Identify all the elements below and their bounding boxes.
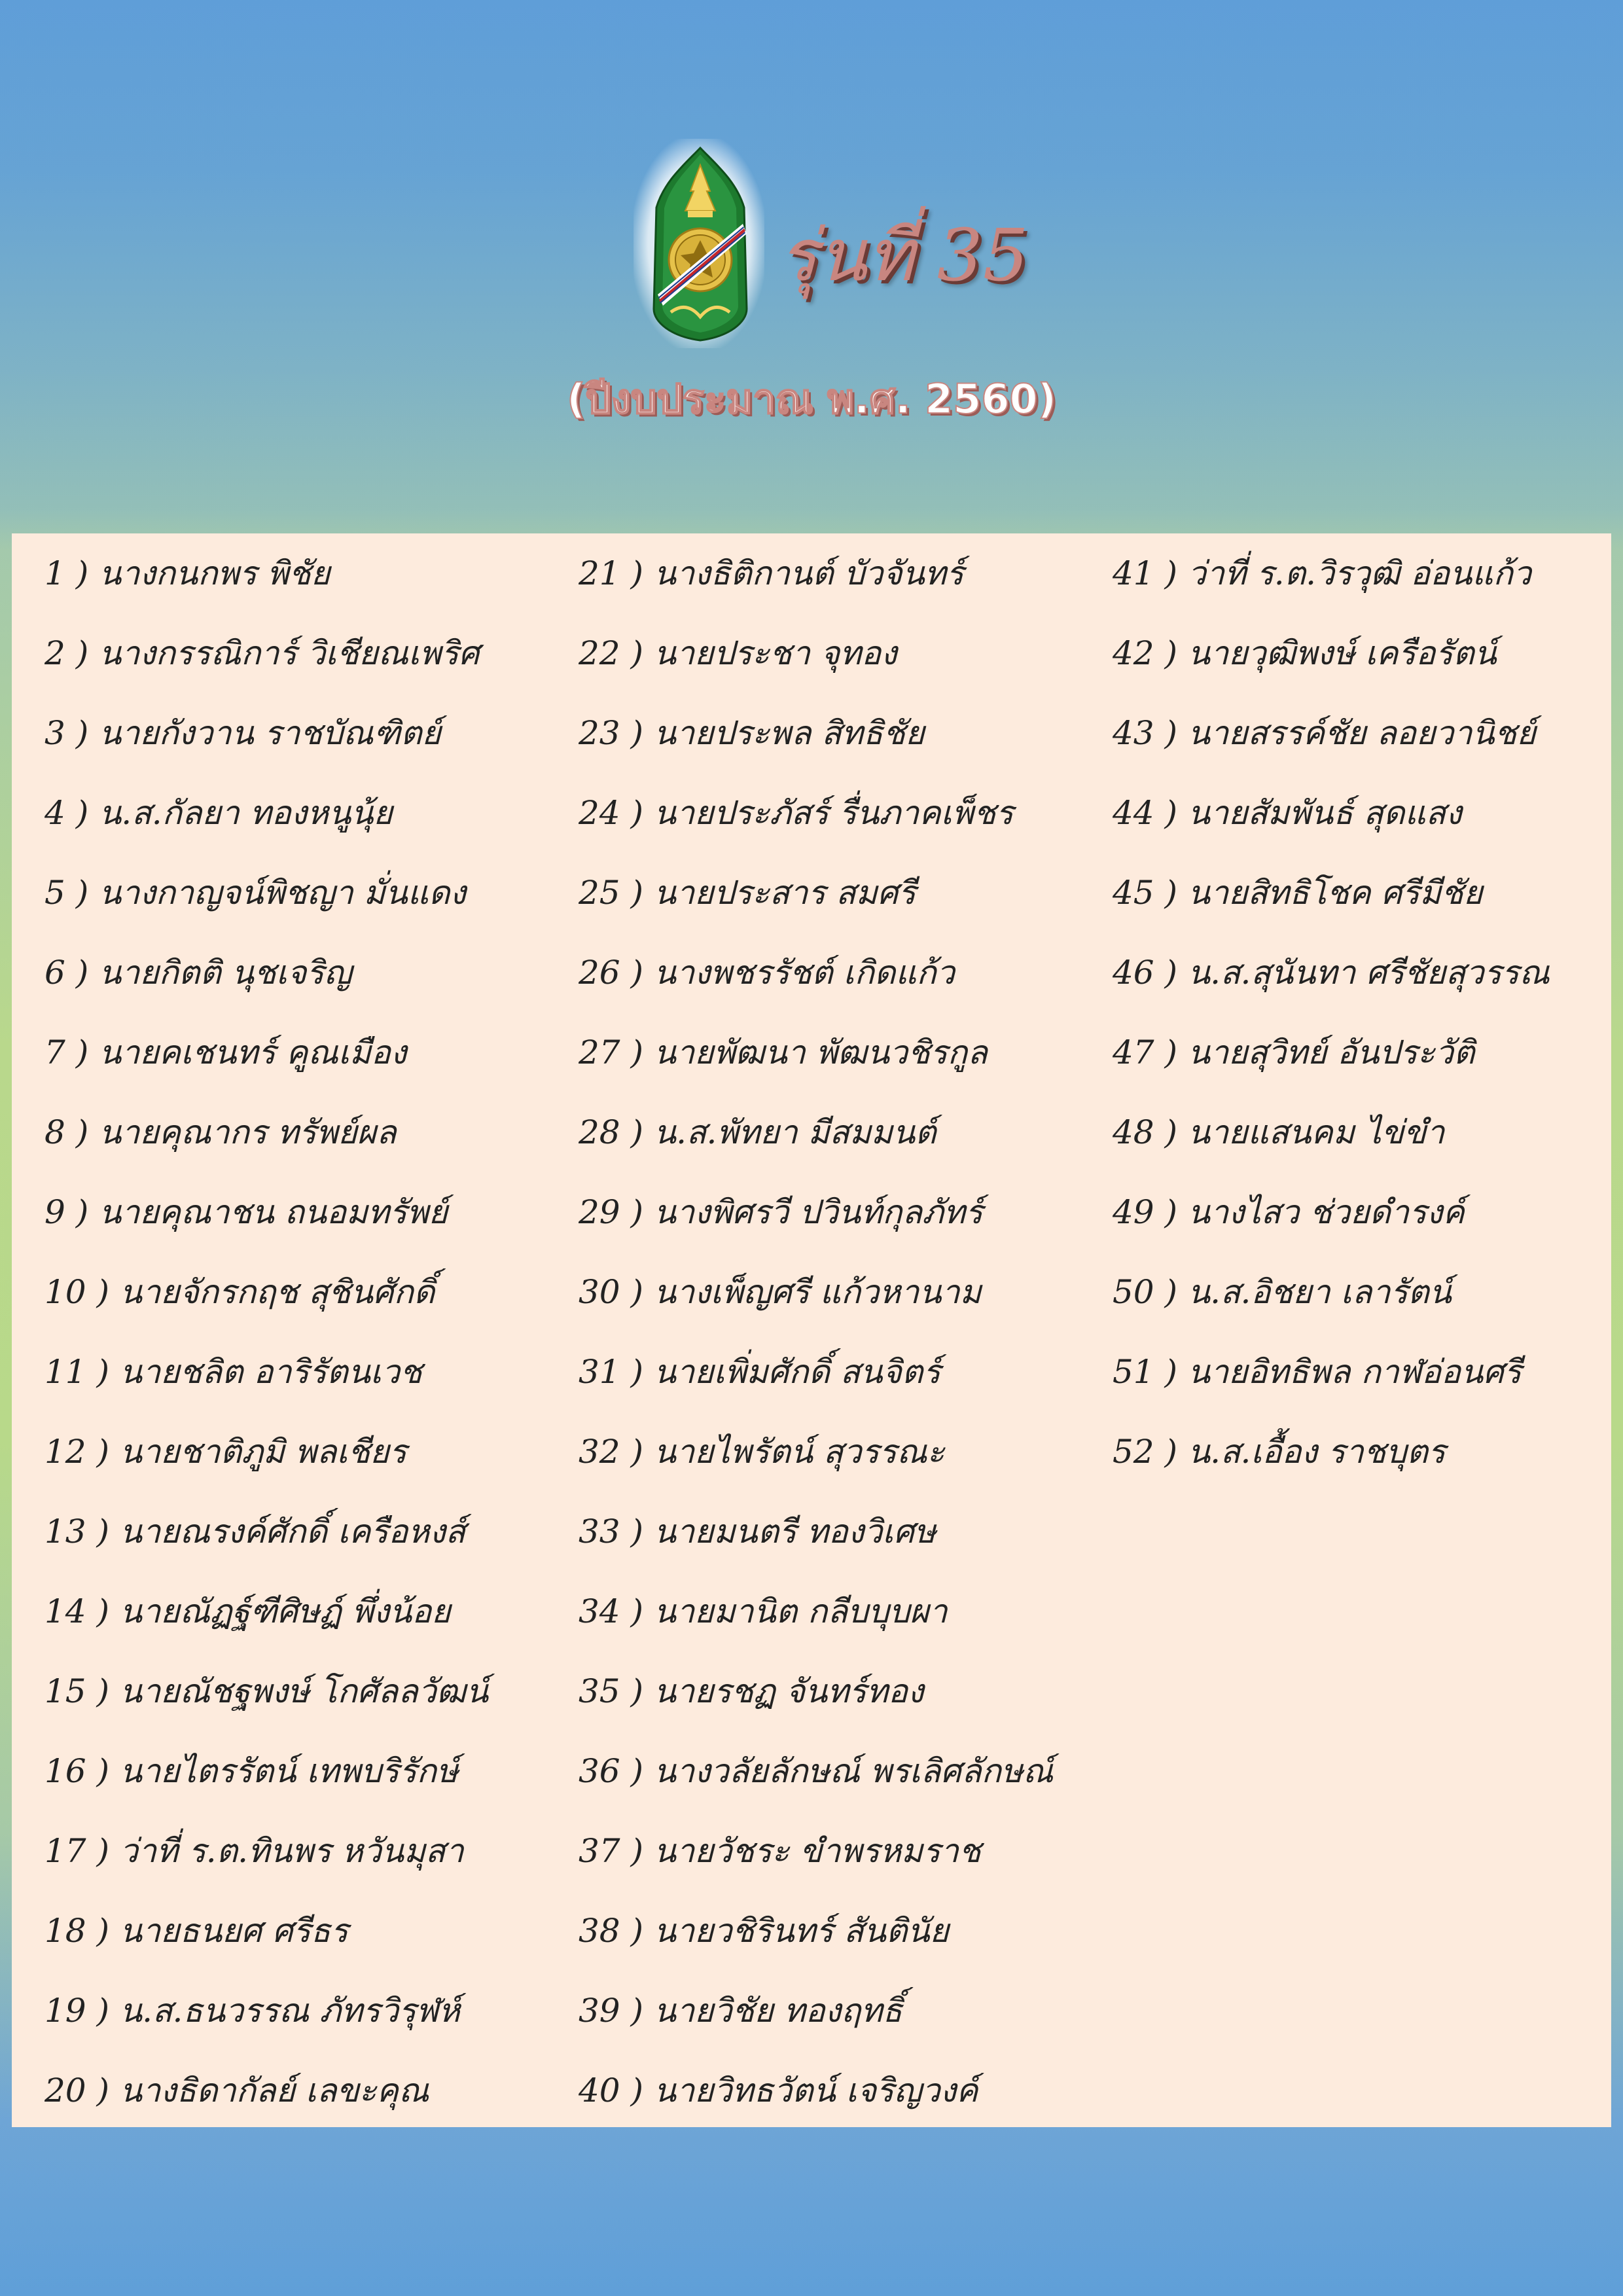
list-item: 26 ) นางพชรรัชต์ เกิดแก้ว bbox=[579, 954, 955, 992]
list-item: 39 ) นายวิชัย ทองฤทธิ์ bbox=[579, 1992, 902, 2030]
list-item: 12 ) นายชาติภูมิ พลเชียร bbox=[45, 1433, 407, 1471]
school-crest-emblem-icon bbox=[645, 145, 756, 342]
list-item: 21 ) นางธิติกานต์ บัวจันทร์ bbox=[579, 554, 964, 592]
list-item: 4 ) น.ส.กัลยา ทองหนูนุ้ย bbox=[45, 794, 393, 832]
list-item: 7 ) นายคเชนทร์ คูณเมือง bbox=[45, 1033, 407, 1071]
list-item: 18 ) นายธนยศ ศรีธร bbox=[45, 1912, 349, 1950]
list-item: 14 ) นายณัฏฐ์ฑีศิษฏ์ พึ่งน้อย bbox=[45, 1592, 451, 1630]
list-item: 10 ) นายจักรกฤช สุชินศักดิ์ bbox=[45, 1273, 435, 1311]
list-item: 48 ) นายแสนคม ไข่ขำ bbox=[1113, 1113, 1445, 1151]
list-item: 30 ) นางเพ็ญศรี แก้วหานาม bbox=[579, 1273, 982, 1311]
list-item: 19 ) น.ส.ธนวรรณ ภัทรวิรุฬห์ bbox=[45, 1992, 461, 2030]
list-item: 36 ) นางวลัยลักษณ์ พรเลิศลักษณ์ bbox=[579, 1752, 1054, 1790]
list-item: 51 ) นายอิทธิพล กาฬอ่อนศรี bbox=[1113, 1353, 1522, 1391]
list-item: 6 ) นายกิตติ นุชเจริญ bbox=[45, 954, 352, 992]
list-item: 42 ) นายวุฒิพงษ์ เครือรัตน์ bbox=[1113, 634, 1497, 672]
list-item: 49 ) นางไสว ช่วยดำรงค์ bbox=[1113, 1193, 1465, 1231]
page-title: รุ่นที่ 35 bbox=[779, 213, 1029, 297]
page-header bbox=[0, 0, 1623, 530]
list-item: 38 ) นายวชิรินทร์ สันตินัย bbox=[579, 1912, 949, 1950]
list-item: 35 ) นายรชฏ จันทร์ทอง bbox=[579, 1672, 924, 1710]
list-item: 13 ) นายณรงค์ศักดิ์ เครือหงส์ bbox=[45, 1513, 466, 1551]
list-item: 9 ) นายคุณาชน ถนอมทรัพย์ bbox=[45, 1193, 448, 1231]
name-list-column-1 bbox=[45, 533, 568, 2127]
name-list-column-2 bbox=[579, 533, 1102, 2127]
list-item: 47 ) นายสุวิทย์ อันประวัติ bbox=[1113, 1033, 1475, 1071]
list-item: 11 ) นายชลิต อาริรัตนเวช bbox=[45, 1353, 422, 1391]
list-item: 45 ) นายสิทธิโชค ศรีมีชัย bbox=[1113, 874, 1483, 912]
list-item: 34 ) นายมานิต กลีบบุบผา bbox=[579, 1592, 948, 1630]
list-item: 23 ) นายประพล สิทธิชัย bbox=[579, 714, 925, 752]
name-list-panel bbox=[12, 533, 1611, 2127]
list-item: 37 ) นายวัชระ ขำพรหมราช bbox=[579, 1832, 981, 1870]
list-item: 29 ) นางพิศรวี ปวินท์กุลภัทร์ bbox=[579, 1193, 983, 1231]
list-item: 3 ) นายกังวาน ราชบัณฑิตย์ bbox=[45, 714, 441, 752]
name-list-column-3 bbox=[1113, 533, 1623, 2127]
list-item: 5 ) นางกาญจน์พิชญา มั่นแดง bbox=[45, 874, 466, 912]
page-subtitle: (ปีงบประมาณ พ.ศ. 2560) bbox=[567, 375, 1056, 423]
list-item: 2 ) นางกรรณิการ์ วิเชียณเพริศ bbox=[45, 634, 480, 672]
list-item: 41 ) ว่าที่ ร.ต.วิรวุฒิ อ่อนแก้ว bbox=[1113, 554, 1531, 592]
list-item: 17 ) ว่าที่ ร.ต.ทินพร หวันมุสา bbox=[45, 1832, 464, 1870]
list-item: 33 ) นายมนตรี ทองวิเศษ bbox=[579, 1513, 936, 1551]
list-item: 52 ) น.ส.เอื้อง ราชบุตร bbox=[1113, 1433, 1446, 1471]
list-item: 15 ) นายณัชฐพงษ์ โกศัลลวัฒน์ bbox=[45, 1672, 489, 1710]
list-item: 24 ) นายประภัสร์ รื่นภาคเพ็ชร bbox=[579, 794, 1014, 832]
list-item: 22 ) นายประชา จุทอง bbox=[579, 634, 897, 672]
list-item: 43 ) นายสรรค์ชัย ลอยวานิชย์ bbox=[1113, 714, 1536, 752]
list-item: 16 ) นายไตรรัตน์ เทพบริรักษ์ bbox=[45, 1752, 459, 1790]
list-item: 20 ) นางธิดากัลย์ เลขะคุณ bbox=[45, 2072, 429, 2109]
list-item: 46 ) น.ส.สุนันทา ศรีชัยสุวรรณ bbox=[1113, 954, 1550, 992]
list-item: 44 ) นายสัมพันธ์ สุดแสง bbox=[1113, 794, 1462, 832]
list-item: 40 ) นายวิทธวัตน์ เจริญวงค์ bbox=[579, 2072, 978, 2109]
list-item: 8 ) นายคุณากร ทรัพย์ผล bbox=[45, 1113, 397, 1151]
list-item: 31 ) นายเพิ่มศักดิ์ สนจิตร์ bbox=[579, 1353, 941, 1391]
list-item: 25 ) นายประสาร สมศรี bbox=[579, 874, 916, 912]
list-item: 27 ) นายพัฒนา พัฒนวชิรกูล bbox=[579, 1033, 988, 1071]
list-item: 50 ) น.ส.อิชยา เลารัตน์ bbox=[1113, 1273, 1452, 1311]
list-item: 1 ) นางกนกพร พิชัย bbox=[45, 554, 330, 592]
list-item: 32 ) นายไพรัตน์ สุวรรณะ bbox=[579, 1433, 945, 1471]
list-item: 28 ) น.ส.พัทยา มีสมมนต์ bbox=[579, 1113, 936, 1151]
